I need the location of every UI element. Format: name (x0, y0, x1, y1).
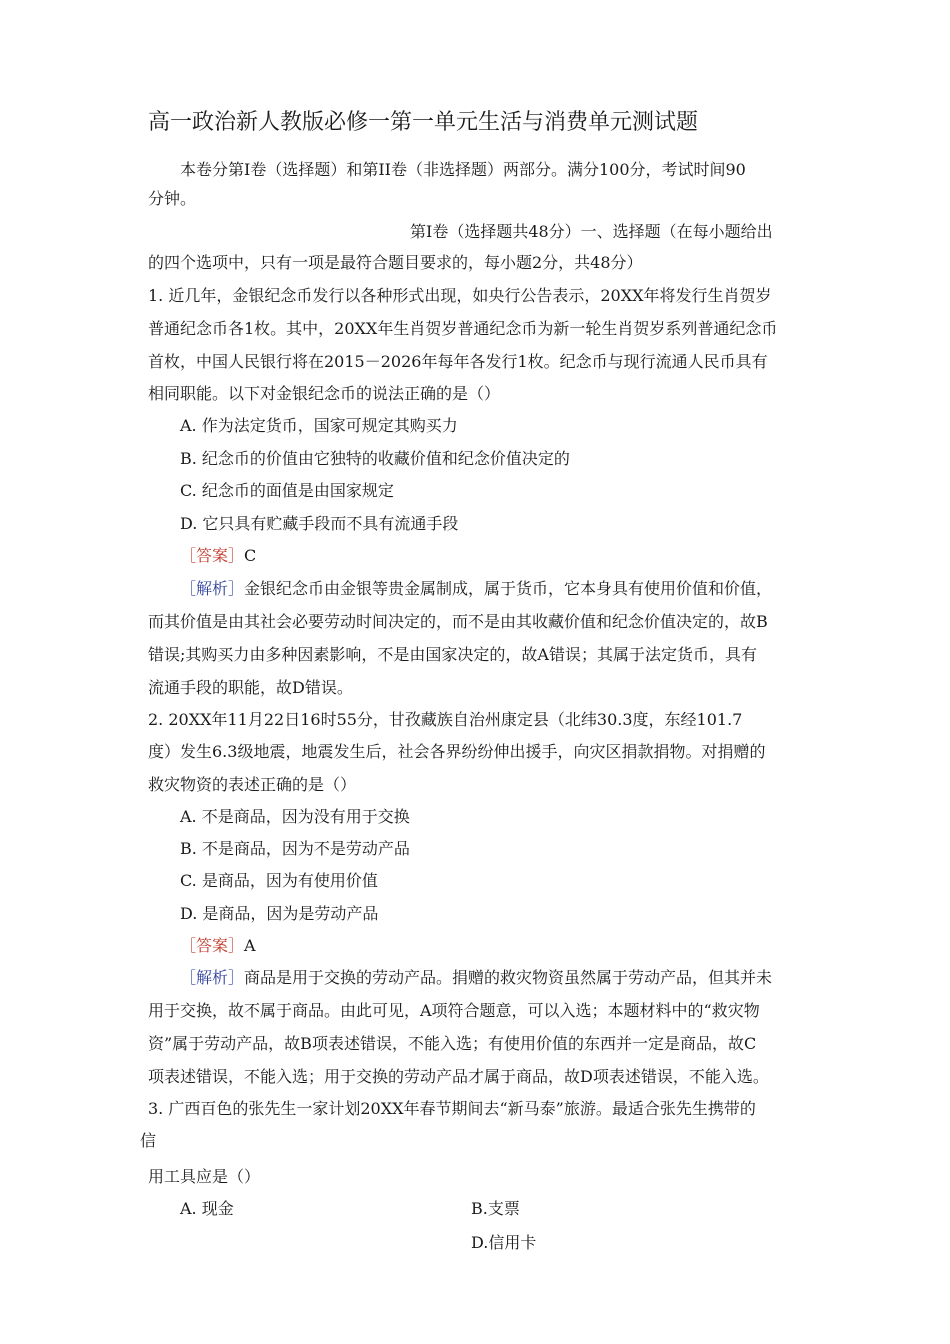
question-2-analysis: 资”属于劳动产品，故B项表述错误，不能入选；有使用价值的东西并一定是商品，故C (148, 1034, 757, 1053)
question-2-stem: 度）发生6.3级地震，地震发生后，社会各界纷纷伸出援手，向灾区捐款捐物。对捐赠的 (148, 742, 766, 761)
section-heading: 第I卷（选择题共48分）一、选择题（在每小题给出 (410, 222, 773, 241)
question-1-analysis: 错误;其购买力由多种因素影响，不是由国家决定的，故A错误；其属于法定货币，具有 (148, 645, 757, 664)
intro-line: 分钟。 (148, 189, 197, 208)
question-1-analysis: 流通手段的职能，故D错误。 (148, 678, 353, 697)
question-2-option-d: D. 是商品，因为是劳动产品 (180, 904, 379, 923)
question-1-stem: 普通纪念币各1枚。其中，20XX年生肖贺岁普通纪念币为新一轮生肖贺岁系列普通纪念币 (148, 319, 778, 338)
question-3-stem: 用工具应是（） (148, 1167, 261, 1186)
question-2-option-b: B. 不是商品，因为不是劳动产品 (180, 839, 410, 858)
page-title: 高一政治新人教版必修一第一单元生活与消费单元测试题 (148, 110, 699, 135)
analysis-tag: ［解析］ (180, 579, 245, 598)
question-2-analysis: 项表述错误，不能入选；用于交换的劳动产品才属于商品，故D项表述错误，不能入选。 (148, 1067, 769, 1086)
question-3-option-b: B.支票 (471, 1199, 520, 1218)
question-1-analysis (180, 579, 772, 599)
question-1-analysis: 而其价值是由其社会必要劳动时间决定的，而不是由其收藏价值和纪念价值决定的，故B (148, 612, 768, 631)
section-heading: 的四个选项中，只有一项是最符合题目要求的，每小题2分，共48分） (148, 253, 643, 272)
question-1-stem: 1. 近几年，金银纪念币发行以各种形式出现，如央行公告表示，20XX年将发行生肖贺岁 (148, 286, 772, 305)
question-2-answer (180, 936, 256, 956)
question-2-stem: 2. 20XX年11月22日16时55分，甘孜藏族自治州康定县（北纬30.3度，东经101.7 (148, 710, 743, 729)
answer-tag: ［答案］ (180, 936, 245, 955)
analysis-text: 金银纪念币由金银等贵金属制成，属于货币，它本身具有使用价值和价值， (244, 579, 773, 598)
question-3-option-a: A. 现金 (180, 1199, 234, 1218)
analysis-text: 商品是用于交换的劳动产品。捐赠的救灾物资虽然属于劳动产品，但其并未 (244, 968, 773, 987)
analysis-tag: ［解析］ (180, 968, 245, 987)
question-1-answer (180, 546, 256, 566)
question-1-option-a: A. 作为法定货币，国家可规定其购买力 (180, 416, 458, 435)
question-2-stem: 救灾物资的表述正确的是（） (148, 775, 357, 794)
answer-value: A (244, 936, 256, 955)
question-1-option-c: C. 纪念币的面值是由国家规定 (180, 481, 394, 500)
question-2-option-a: A. 不是商品，因为没有用于交换 (180, 807, 410, 826)
question-3-stem: 3. 广西百色的张先生一家计划20XX年春节期间去“新马泰”旅游。最适合张先生携带的 (148, 1099, 756, 1118)
question-1-option-b: B. 纪念币的价值由它独特的收藏价值和纪念价值决定的 (180, 449, 570, 468)
question-3-option-d: D.信用卡 (471, 1233, 537, 1252)
answer-tag: ［答案］ (180, 546, 245, 565)
question-1-option-d: D. 它只具有贮藏手段而不具有流通手段 (180, 514, 459, 533)
question-1-stem: 首枚，中国人民银行将在2015－2026年每年各发行1枚。纪念币与现行流通人民币具有 (148, 352, 768, 371)
question-3-stem: 信 (140, 1131, 157, 1150)
question-2-option-c: C. 是商品，因为有使用价值 (180, 871, 378, 890)
question-2-analysis (180, 968, 772, 988)
answer-value: C (244, 546, 257, 565)
question-1-stem: 相同职能。以下对金银纪念币的说法正确的是（） (148, 384, 501, 403)
question-2-analysis: 用于交换，故不属于商品。由此可见，A项符合题意，可以入选；本题材料中的“救灾物 (148, 1001, 760, 1020)
intro-line: 本卷分第I卷（选择题）和第II卷（非选择题）两部分。满分100分，考试时间90 (180, 160, 746, 179)
